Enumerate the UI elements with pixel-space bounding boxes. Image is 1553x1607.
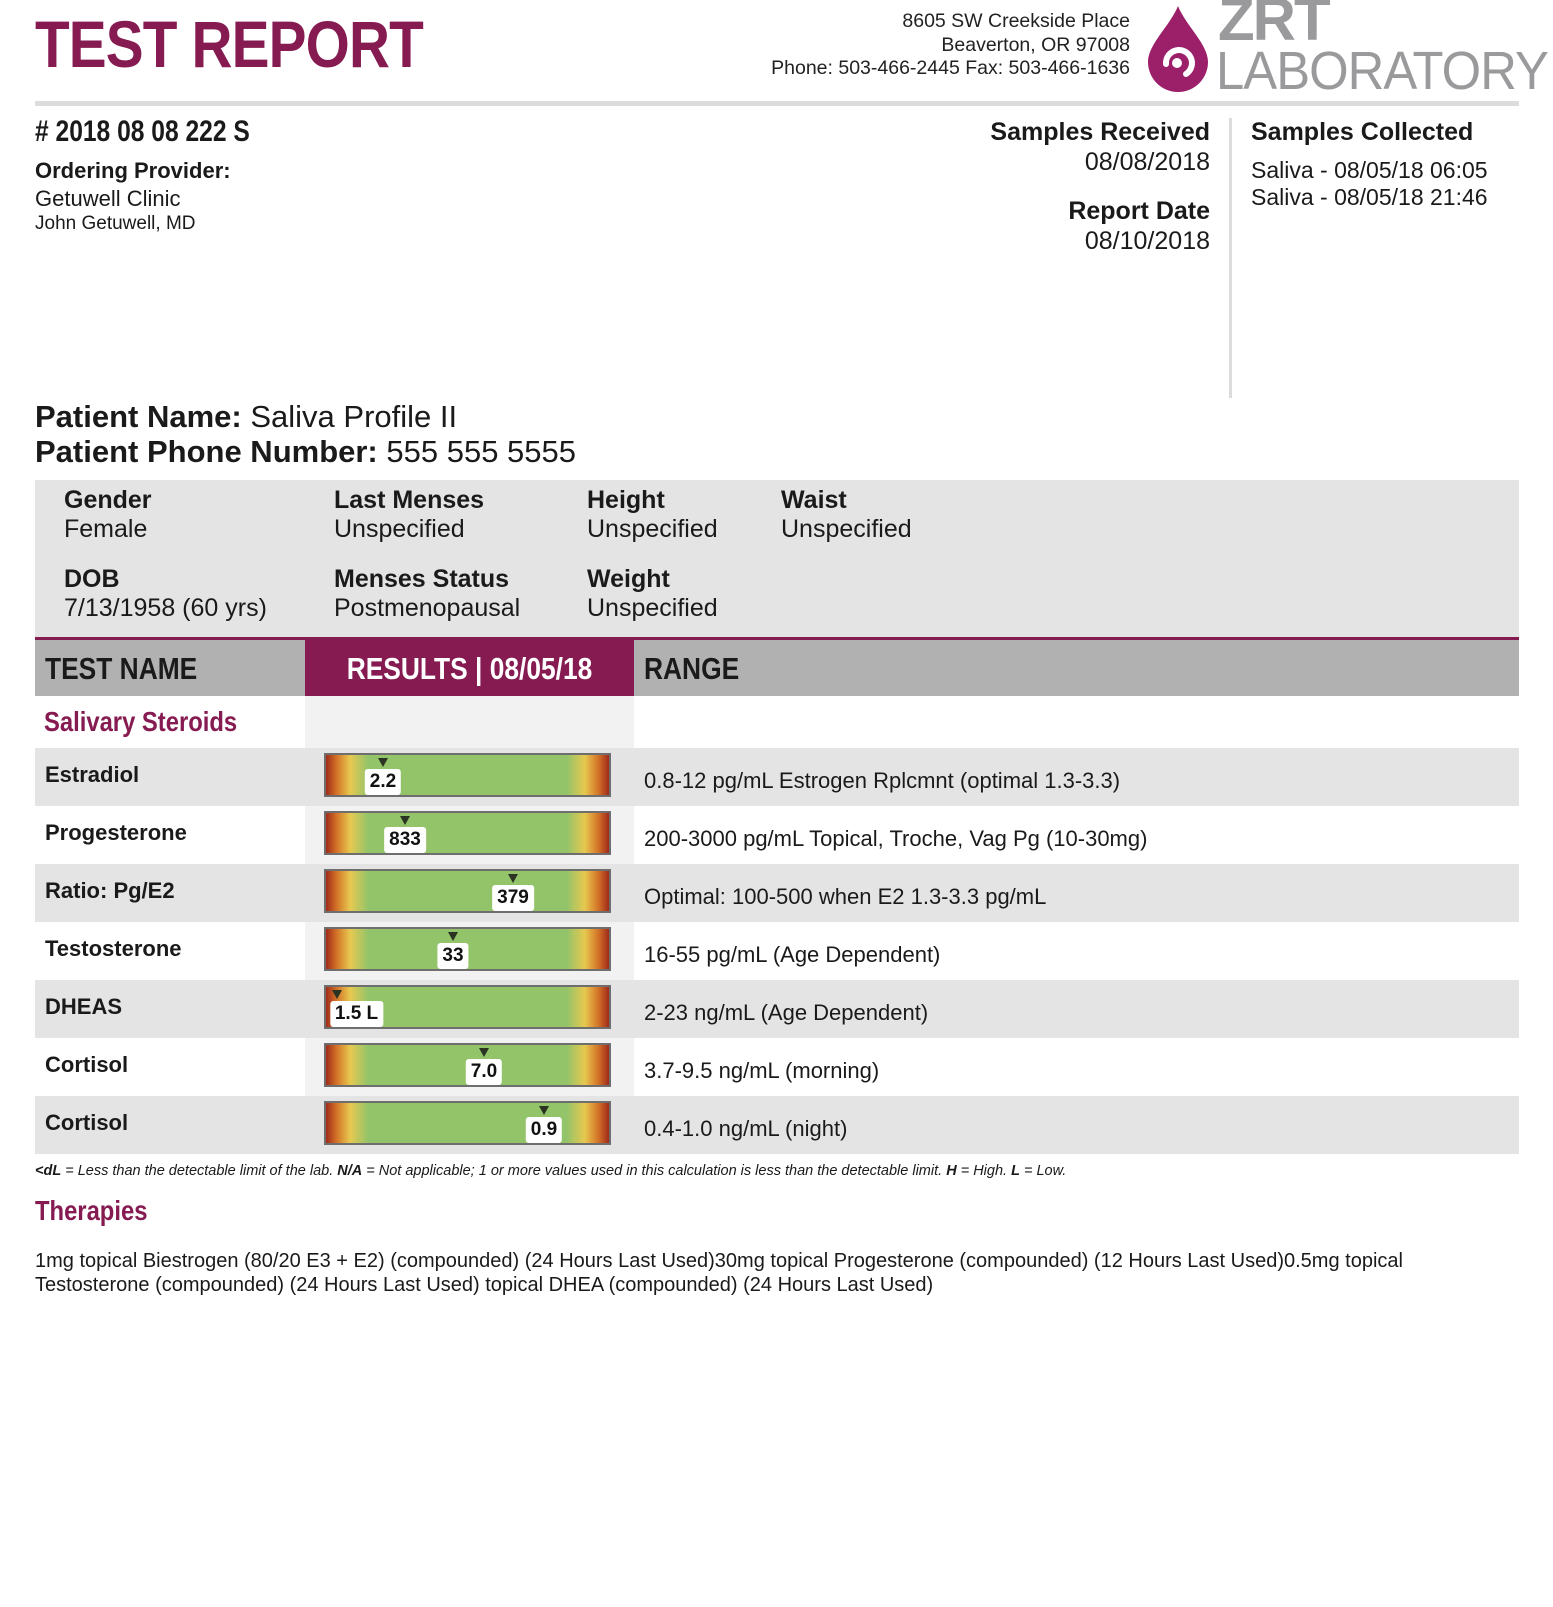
legend-key: H <box>946 1163 957 1179</box>
result-value: 2.2 <box>365 769 401 795</box>
demographics-panel <box>35 480 1519 640</box>
legend-key: N/A <box>337 1163 363 1179</box>
therapies-title: Therapies <box>35 1195 148 1226</box>
patient-phone: 555 555 5555 <box>386 434 577 469</box>
lab-address <box>771 10 1130 81</box>
demo-height <box>587 486 718 544</box>
demo-label: Last Menses <box>334 486 485 514</box>
patient-phone-line <box>35 434 576 470</box>
clinic-name: Getuwell Clinic <box>35 186 181 211</box>
demo-dob <box>64 565 267 623</box>
info-divider <box>1229 118 1232 398</box>
samples-received-label: Samples Received <box>990 118 1210 146</box>
demo-value: Female <box>64 515 148 543</box>
result-marker-icon <box>479 1048 489 1057</box>
reference-range: Optimal: 100-500 when E2 1.3-3.3 pg/mL <box>644 884 1047 909</box>
result-range-bar <box>324 753 611 797</box>
result-marker-icon <box>539 1106 549 1115</box>
result-range-bar <box>324 985 611 1029</box>
result-marker-icon <box>508 874 518 883</box>
legend-footnote <box>35 1163 1066 1179</box>
samples-collected-label: Samples Collected <box>1251 118 1474 146</box>
reference-range: 2-23 ng/mL (Age Dependent) <box>644 1000 929 1025</box>
demo-menses-status <box>334 565 520 623</box>
demo-weight <box>587 565 718 623</box>
report-title: TEST REPORT <box>35 7 423 81</box>
result-row <box>35 1038 1519 1096</box>
result-value: 7.0 <box>466 1059 502 1085</box>
demo-waist <box>781 486 912 544</box>
result-row <box>35 1096 1519 1154</box>
result-value: 33 <box>437 943 468 969</box>
phone-fax-line: Phone: 503-466-2445 Fax: 503-466-1636 <box>771 57 1130 79</box>
demo-value: Unspecified <box>587 515 718 543</box>
logo-wordmark-laboratory: LABORATORY <box>1216 41 1548 101</box>
patient-name: Saliva Profile II <box>250 399 458 434</box>
result-marker-icon <box>400 816 410 825</box>
header-divider <box>35 101 1519 106</box>
demo-label: Weight <box>587 565 670 593</box>
demo-gender <box>64 486 152 544</box>
column-header-test-name: TEST NAME <box>45 651 198 686</box>
patient-name-line <box>35 399 457 435</box>
result-row <box>35 864 1519 922</box>
demo-label: Height <box>587 486 665 514</box>
result-marker-icon <box>332 990 342 999</box>
results-table-header <box>35 640 1519 696</box>
test-name: Ratio: Pg/E2 <box>45 878 175 903</box>
demo-value: Unspecified <box>781 515 912 543</box>
legend-key: <dL <box>35 1163 62 1179</box>
legend-text: = Not applicable; 1 or more values used in this calculation is less than the detectable limit. <box>362 1163 947 1179</box>
demo-label: Waist <box>781 486 847 514</box>
result-value: 1.5 L <box>330 1001 383 1027</box>
reference-range: 3.7-9.5 ng/mL (morning) <box>644 1058 880 1083</box>
reference-range: 0.4-1.0 ng/mL (night) <box>644 1116 848 1141</box>
therapies-text: 1mg topical Biestrogen (80/20 E3 + E2) (compounded) (24 Hours Last Used)30mg topical Progesterone (compounded) (12 Hours Last Used)0.5mg topical Testosterone (compounded) (24 Hours Last Used) topical DHEA (compounded) (24 Hours Last Used) <box>35 1250 1403 1296</box>
legend-key: L <box>1011 1163 1020 1179</box>
result-value: 833 <box>384 827 426 853</box>
demo-last-menses <box>334 486 484 544</box>
samples-received-date: 08/08/2018 <box>1084 148 1210 176</box>
test-name: DHEAS <box>45 994 123 1019</box>
result-row <box>35 806 1519 864</box>
result-range-bar <box>324 927 611 971</box>
address-line: 8605 SW Creekside Place <box>902 10 1130 32</box>
result-row <box>35 748 1519 806</box>
patient-phone-label: Patient Phone Number: <box>35 434 378 469</box>
ordering-provider-label: Ordering Provider: <box>35 158 231 183</box>
result-value: 379 <box>492 885 534 911</box>
test-name: Testosterone <box>45 936 182 961</box>
logo-wordmark-zrt: ZRT <box>1218 0 1329 53</box>
result-row <box>35 922 1519 980</box>
column-header-range: RANGE <box>644 651 740 686</box>
report-number: # 2018 08 08 222 S <box>35 115 250 148</box>
result-range-bar <box>324 869 611 913</box>
test-name: Estradiol <box>45 762 140 787</box>
legend-text: = Less than the detectable limit of the lab. <box>61 1163 338 1179</box>
reference-range: 16-55 pg/mL (Age Dependent) <box>644 942 941 967</box>
result-marker-icon <box>448 932 458 941</box>
test-name: Progesterone <box>45 820 187 845</box>
report-date-label: Report Date <box>1068 197 1210 225</box>
result-marker-icon <box>378 758 388 767</box>
legend-text: = Low. <box>1019 1163 1067 1179</box>
demo-label: DOB <box>64 565 120 593</box>
demo-value: Unspecified <box>334 515 465 543</box>
result-range-bar <box>324 1101 611 1145</box>
demo-value: Unspecified <box>587 594 718 622</box>
test-name: Cortisol <box>45 1052 129 1077</box>
demo-label: Gender <box>64 486 152 514</box>
test-name: Cortisol <box>45 1110 129 1135</box>
address-line: Beaverton, OR 97008 <box>941 33 1130 56</box>
sample-collected-item: Saliva - 08/05/18 21:46 <box>1251 184 1488 210</box>
demo-value: Postmenopausal <box>334 594 521 622</box>
section-title-salivary-steroids: Salivary Steroids <box>44 706 238 737</box>
lab-logo-icon <box>1146 4 1210 92</box>
reference-range: 200-3000 pg/mL Topical, Troche, Vag Pg (10-30mg) <box>644 826 1148 851</box>
demo-label: Menses Status <box>334 565 510 593</box>
result-range-bar <box>324 1043 611 1087</box>
patient-name-label: Patient Name: <box>35 399 242 434</box>
samples-collected-list <box>1251 157 1488 211</box>
demo-value: 7/13/1958 (60 yrs) <box>64 594 267 622</box>
column-header-results: RESULTS | 08/05/18 <box>346 651 593 686</box>
sample-collected-item: Saliva - 08/05/18 06:05 <box>1251 157 1488 183</box>
report-date: 08/10/2018 <box>1084 227 1210 255</box>
reference-range: 0.8-12 pg/mL Estrogen Rplcmnt (optimal 1.3-3.3) <box>644 768 1121 793</box>
result-range-bar <box>324 811 611 855</box>
result-row <box>35 980 1519 1038</box>
legend-text: = High. <box>956 1163 1012 1179</box>
result-value: 0.9 <box>526 1117 562 1143</box>
doctor-name: John Getuwell, MD <box>35 213 196 234</box>
